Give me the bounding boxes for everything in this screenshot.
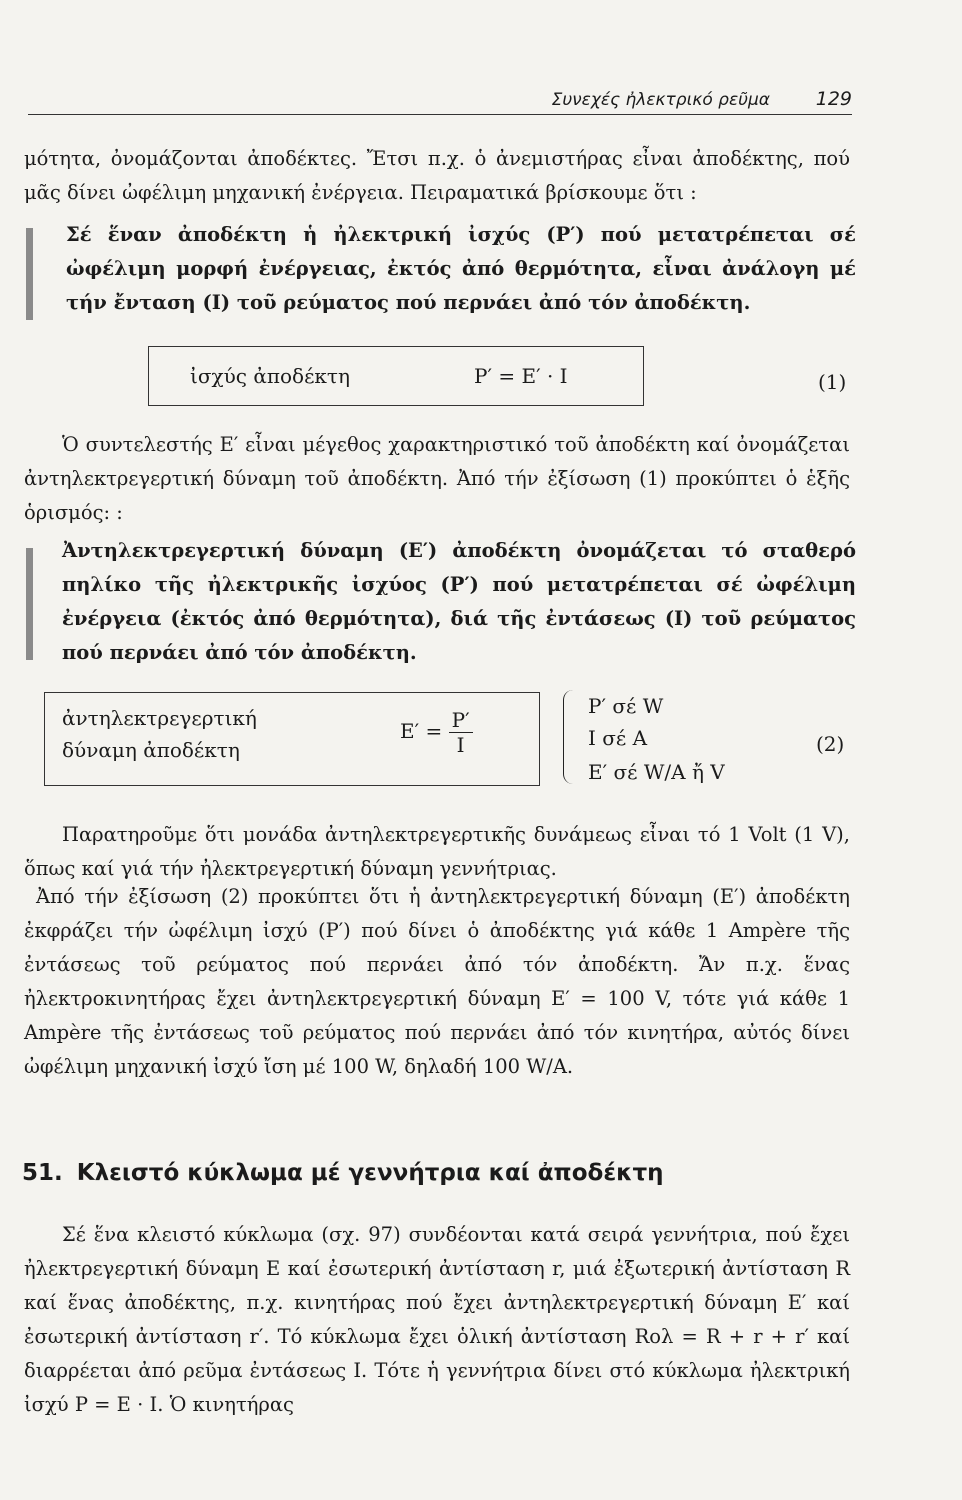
formula-2-label-line2: δύναμη ἀποδέκτη <box>62 738 240 762</box>
intro-paragraph: μότητα, ὀνομάζονται ἀποδέκτες. Ἔτσι π.χ. ὁ ἀνεμιστήρας εἶναι ἀποδέκτης, πού μᾶς δίνει ὠφέλιμη μηχανική ἐνέργεια. Πειραματικά βρίσκουμε ὅτι : <box>24 147 850 204</box>
rule-marker-bar <box>26 228 33 320</box>
rule-marker-bar <box>26 548 33 660</box>
page-header <box>28 88 852 115</box>
formula-2-number: (2) <box>816 732 845 756</box>
formula-2-denominator: I <box>456 733 465 757</box>
section-number: 51. <box>22 1160 63 1186</box>
paragraph-2: Ὁ συντελεστής E′ εἶναι μέγεθος χαρακτηριστικό τοῦ ἀποδέκτη καί ὀνομάζεται ἀντηλεκτρεγερτική δύναμη τοῦ ἀποδέκτη. Ἀπό τήν ἐξίσωση (1) προκύπτει ὁ ἑξῆς ὁρισμός: : <box>24 433 850 524</box>
paragraph-4: Ἀπό τήν ἐξίσωση (2) προκύπτει ὅτι ἡ ἀντηλεκτρεγερτική δύναμη (E′) ἀποδέκτη ἐκφράζει τήν ὠφέλιμη ἰσχύ (P′) πού δίνει ὁ ἀποδέκτης γιά κάθε 1 Ampère τῆς ἐντάσεως τοῦ ρεύματος πού περνάει ἀπό τόν ἀποδέκτη. Ἄν π.χ. ἕνας ἠλεκτροκινητήρας ἔχει ἀντηλεκτρεγερτική δύναμη E′ = 100 V, τότε γιά κάθε 1 Ampère τῆς ἐντάσεως τοῦ ρεύματος πού περνάει ἀπό τόν κινητήρα, αὐτός δίνει ὠφέλιμη μηχανική ἰσχύ ἴση μέ 100 W, δηλαδή 100 W/A. <box>24 885 850 1078</box>
formula-2-lhs: E′ = <box>400 719 443 743</box>
unit-line-1: P′ σέ W <box>588 694 664 718</box>
paragraph-3: Παρατηροῦμε ὅτι μονάδα ἀντηλεκτρεγερτικῆς δυνάμεως εἶναι τό 1 Volt (1 V), ὅπως καί γιά τήν ἠλεκτρεγερτική δύναμη γεννήτριας. <box>24 823 850 880</box>
unit-line-2: I σέ A <box>588 726 648 750</box>
rule-2-text: Ἀντηλεκτρεγερτική δύναμη (E′) ἀποδέκτη ὀνομάζεται τό σταθερό πηλίκο τῆς ἠλεκτρικῆς ἰσχύος (P′) πού μετατρέπεται σέ ὠφέλιμη ἐνέργεια (ἐκτός ἀπό θερμότητα), διά τῆς ἐντάσεως (I) τοῦ ρεύματος πού περνάει ἀπό τόν ἀποδέκτη. <box>62 539 856 664</box>
paragraph-5: Σέ ἕνα κλειστό κύκλωμα (σχ. 97) συνδέονται κατά σειρά γεννήτρια, πού ἔχει ἠλεκτρεγερτική δύναμη E καί ἐσωτερική ἀντίσταση r, μιά ἐξωτερική ἀντίσταση R καί ἕνας ἀποδέκτης, π.χ. κινητήρας πού ἔχει ἀντηλεκτρεγερτική δύναμη E′ καί ἐσωτερική ἀντίσταση r′. Τό κύκλωμα ἔχει ὁλική ἀντίσταση Rολ = R + r + r′ καί διαρρέεται ἀπό ρεῦμα ἐντάσεως I. Τότε ἡ γεννήτρια δίνει στό κύκλωμα ἠλεκτρική ἰσχύ P = E · I. Ὁ κινητήρας <box>24 1223 850 1416</box>
section-title: Κλειστό κύκλωμα μέ γεννήτρια καί ἀποδέκτη <box>76 1160 664 1186</box>
units-brace <box>563 690 576 784</box>
formula-2-label-line1: ἀντηλεκτρεγερτική <box>62 706 257 730</box>
formula-1-number: (1) <box>818 370 847 394</box>
running-title: Συνεχές ἠλεκτρικό ρεῦμα <box>551 90 770 110</box>
formula-1-label: ἰσχύς ἀποδέκτη <box>190 364 350 388</box>
formula-2-numerator: P′ <box>449 708 473 733</box>
formula-2-fraction <box>449 708 473 757</box>
formula-2-equation <box>400 708 473 757</box>
page-number: 129 <box>815 88 852 110</box>
unit-line-3: E′ σέ W/A ἤ V <box>588 760 725 784</box>
section-heading <box>22 1160 664 1186</box>
rule-1-text: Σέ ἕναν ἀποδέκτη ἡ ἠλεκτρική ἰσχύς (P′) πού μετατρέπεται σέ ὠφέλιμη μορφή ἐνέργειας, ἐκτός ἀπό θερμότητα, εἶναι ἀνάλογη μέ τήν ἔνταση (I) τοῦ ρεύματος πού περνάει ἀπό τόν ἀποδέκτη. <box>66 223 856 314</box>
formula-1-expression: P′ = E′ · I <box>474 364 568 388</box>
